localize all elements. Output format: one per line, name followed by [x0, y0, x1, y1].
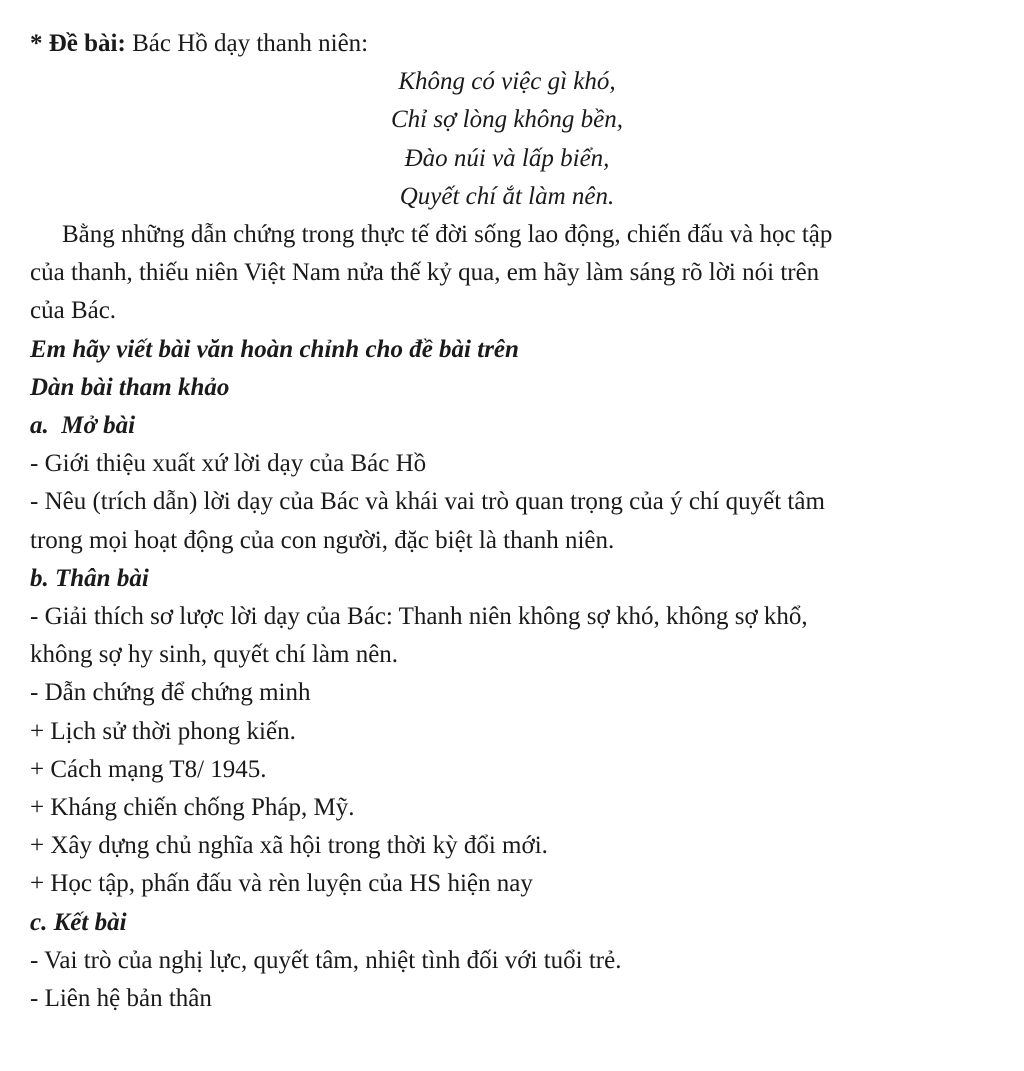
instruction-heading: Em hãy viết bài văn hoàn chỉnh cho đề bài trên — [30, 335, 519, 363]
section-a — [30, 407, 990, 560]
poem-line: Chỉ sợ lòng không bền, — [390, 106, 624, 134]
task-line: của thanh, thiếu niên Việt Nam nửa thế kỷ qua, em hãy làm sáng rõ lời nói trên — [30, 259, 820, 287]
prompt-text: Bác Hồ dạy thanh niên: — [125, 30, 369, 57]
section-b-line: + Xây dựng chủ nghĩa xã hội trong thời kỳ đổi mới. — [30, 832, 548, 860]
section-a-line: trong mọi hoạt động của con người, đặc biệt là thanh niên. — [30, 526, 615, 554]
poem-line: Đào núi và lấp biển, — [404, 144, 610, 172]
section-c — [30, 904, 990, 1019]
section-b-line: + Cách mạng T8/ 1945. — [30, 755, 267, 783]
section-a-line: - Nêu (trích dẫn) lời dạy của Bác và khái vai trò quan trọng của ý chí quyết tâm — [30, 488, 825, 516]
section-b-heading: b. Thân bài — [30, 564, 149, 592]
section-c-line: - Vai trò của nghị lực, quyết tâm, nhiệt tình đối với tuổi trẻ. — [30, 946, 622, 974]
prompt-line — [30, 25, 990, 63]
section-b-line: + Kháng chiến chống Pháp, Mỹ. — [30, 794, 355, 822]
section-b-line: + Lịch sử thời phong kiến. — [30, 717, 296, 745]
document-page — [30, 25, 990, 1018]
section-c-line: - Liên hệ bản thân — [30, 985, 212, 1013]
task-line: Bằng những dẫn chứng trong thực tế đời sống lao động, chiến đấu và học tập — [62, 221, 833, 249]
task-paragraph — [30, 216, 990, 331]
poem-line: Quyết chí ắt làm nên. — [399, 182, 615, 210]
poem — [22, 63, 992, 216]
task-line: của Bác. — [30, 297, 117, 325]
section-b-line: - Giải thích sơ lược lời dạy của Bác: Thanh niên không sợ khó, không sợ khổ, — [30, 603, 808, 631]
section-b-line: + Học tập, phấn đấu và rèn luyện của HS hiện nay — [30, 870, 533, 898]
section-c-heading: c. Kết bài — [30, 908, 127, 936]
section-b — [30, 560, 990, 904]
prompt-marker: * Đề bài: — [30, 30, 126, 57]
section-b-line: - Dẫn chứng để chứng minh — [30, 679, 311, 707]
section-a-heading: a. Mở bài — [30, 412, 136, 440]
outline-title: Dàn bài tham khảo — [30, 373, 230, 401]
section-a-line: - Giới thiệu xuất xứ lời dạy của Bác Hồ — [30, 450, 427, 478]
poem-line: Không có việc gì khó, — [398, 68, 616, 96]
section-b-line: không sợ hy sinh, quyết chí làm nên. — [30, 641, 399, 669]
